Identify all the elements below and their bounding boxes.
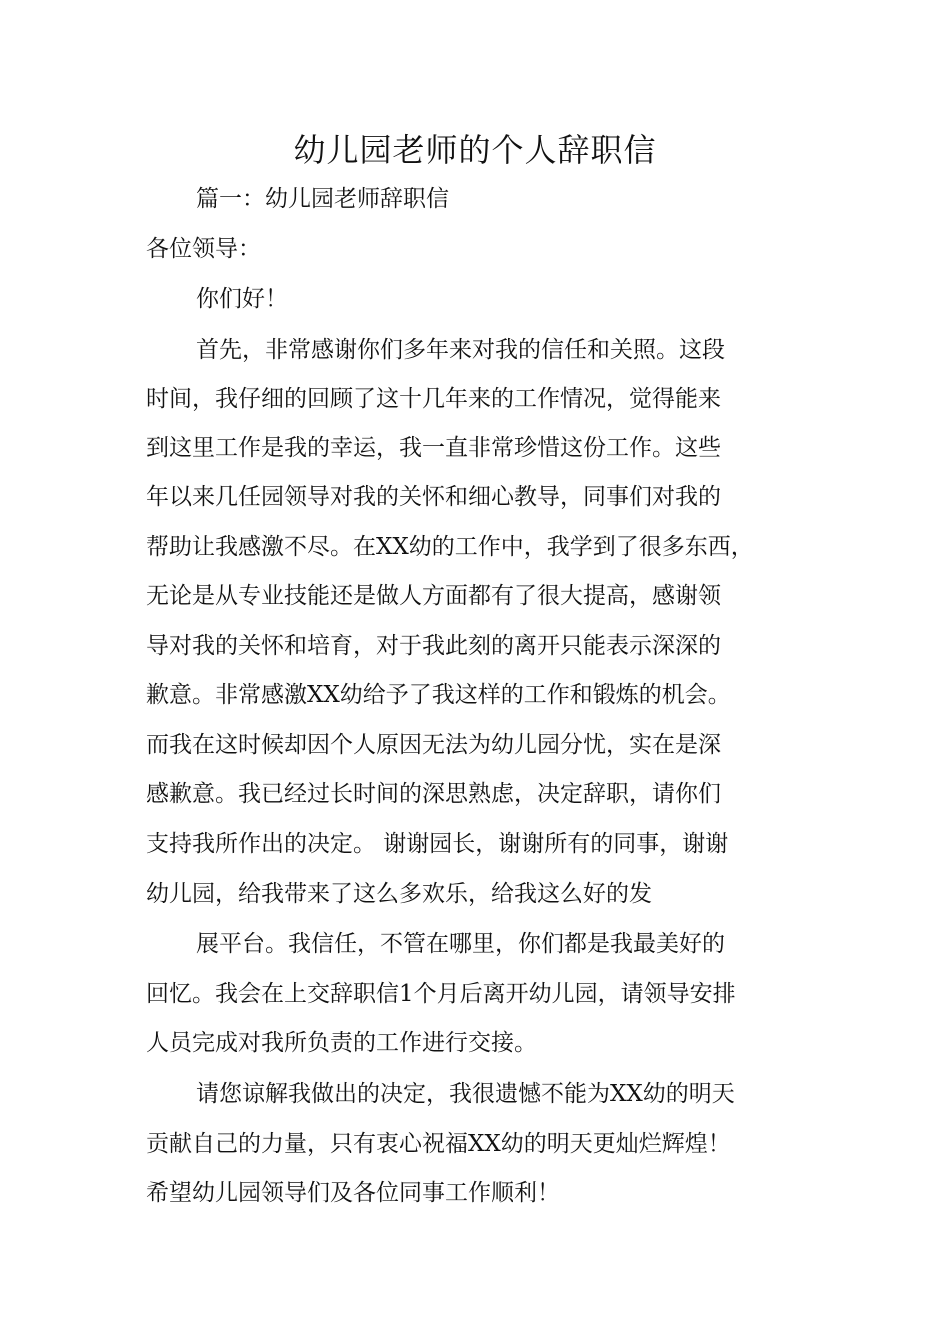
body-line: 帮助让我感激不尽。在XX幼的工作中，我学到了很多东西， bbox=[146, 534, 754, 560]
body-line: 请您谅解我做出的决定，我很遗憾不能为XX幼的明天 bbox=[196, 1081, 735, 1107]
document-title: 幼儿园老师的个人辞职信 bbox=[293, 131, 657, 169]
greeting: 你们好！ bbox=[196, 286, 288, 312]
body-line: 无论是从专业技能还是做人方面都有了很大提高，感谢领 bbox=[146, 583, 721, 609]
body-line: 年以来几任园领导对我的关怀和细心教导，同事们对我的 bbox=[146, 484, 721, 510]
body-line: 歉意。非常感激XX幼给予了我这样的工作和锻炼的机会。 bbox=[146, 682, 731, 708]
body-line: 人员完成对我所负责的工作进行交接。 bbox=[146, 1030, 537, 1056]
body-line: 支持我所作出的决定。 谢谢园长，谢谢所有的同事，谢谢 bbox=[146, 831, 729, 857]
body-line: 贡献自己的力量，只有衷心祝福XX幼的明天更灿烂辉煌！ bbox=[146, 1131, 731, 1157]
body-line: 回忆。我会在上交辞职信1个月后离开幼儿园，请领导安排 bbox=[146, 981, 736, 1007]
body-line: 首先，非常感谢你们多年来对我的信任和关照。这段 bbox=[196, 337, 725, 363]
body-line: 感歉意。我已经过长时间的深思熟虑，决定辞职，请你们 bbox=[146, 781, 721, 807]
body-line: 导对我的关怀和培育，对于我此刻的离开只能表示深深的 bbox=[146, 633, 721, 659]
body-line: 展平台。我信任，不管在哪里，你们都是我最美好的 bbox=[196, 931, 725, 957]
body-line: 到这里工作是我的幸运，我一直非常珍惜这份工作。这些 bbox=[146, 435, 721, 461]
salutation: 各位领导： bbox=[146, 236, 261, 262]
document-subtitle: 篇一：幼儿园老师辞职信 bbox=[196, 186, 449, 212]
body-line: 希望幼儿园领导们及各位同事工作顺利！ bbox=[146, 1180, 560, 1206]
body-line: 时间，我仔细的回顾了这十几年来的工作情况，觉得能来 bbox=[146, 386, 721, 412]
body-line: 幼儿园，给我带来了这么多欢乐，给我这么好的发 bbox=[146, 881, 652, 907]
body-line: 而我在这时候却因个人原因无法为幼儿园分忧，实在是深 bbox=[146, 732, 721, 758]
